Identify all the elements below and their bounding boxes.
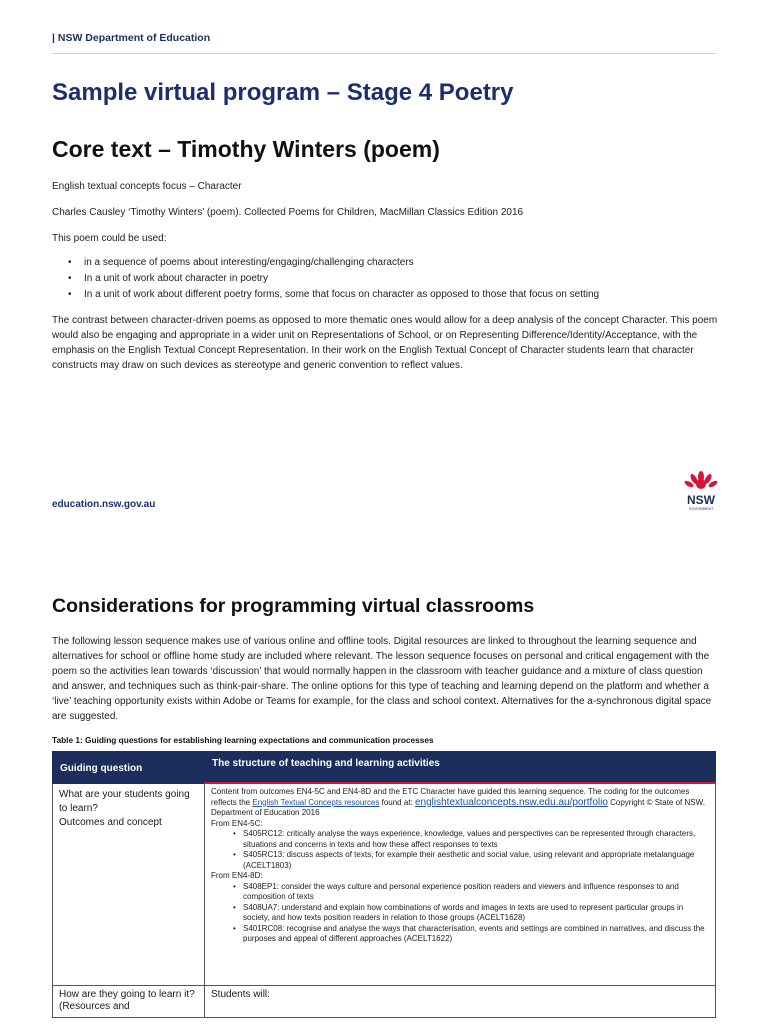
outcome-list-5c [211, 829, 709, 871]
document-title: Sample virtual program – Stage 4 Poetry [52, 79, 514, 106]
intro-text: Content from outcomes EN4-5C and EN4-8D and the ETC Character have guided this learning sequence. The coding for the outcomes reflects the [211, 787, 690, 807]
table-header-guiding-question: Guiding question [60, 763, 143, 774]
guiding-question-cell: How are they going to learn it? (Resources and [53, 986, 205, 1017]
list-item: • S408UA7: understand and explain how combinations of words and images in texts are used to represent particular groups in society, and how texts position readers in relation to those groups (ACELT1628) [235, 903, 709, 924]
guiding-question-cell [53, 784, 205, 985]
activities-cell [205, 784, 715, 985]
header-brand: | NSW Department of Education [52, 32, 211, 44]
question-text: What are your students going to learn? [59, 789, 190, 814]
page-separator [0, 540, 768, 548]
list-item: • In a unit of work about different poetry forms, some that focus on character as opposed to those that focus on setting [68, 287, 708, 303]
core-text-heading: Core text – Timothy Winters (poem) [52, 136, 440, 162]
list-item: • S405RC12: critically analyse the ways experience, knowledge, values and perspectives can be represented through characters, situations and concerns in texts and how these affect responses to texts [235, 829, 709, 850]
usage-intro-text: This poem could be used: [52, 233, 167, 244]
document-page-2 [0, 548, 768, 1024]
contrast-paragraph: The contrast between character-driven poems as opposed to more thematic ones would allow for a deep analysis of the concept Character. This poem would also be engaging and appropriate in a wider unit on Representations of School, or on Representing Difference/Identity/Acceptance, with the emphasis on the English Textual Concept Representation. In their work on the English Textual Concept of Character students learn that character constructs may draw on such devices as stereotype and generic convention to reflect values. [52, 315, 718, 371]
logo-subtext: GOVERNMENT [688, 507, 714, 511]
activities-cell: Students will: [211, 989, 270, 1000]
question-subtext: Outcomes and concept [59, 817, 162, 828]
list-item: • in a sequence of poems about interesting/engaging/challenging characters [68, 255, 708, 271]
list-item: • In a unit of work about character in poetry [68, 271, 708, 287]
header-divider [52, 53, 716, 54]
list-item: • S405RC13: discuss aspects of texts, for example their aesthetic and social value, using relevant and appropriate metalanguage (ACELT1803) [235, 850, 709, 871]
footer-website-link[interactable]: education.nsw.gov.au [52, 499, 156, 510]
citation-text: Charles Causley ‘Timothy Winters’ (poem). Collected Poems for Children, MacMillan Classics Edition 2016 [52, 207, 524, 218]
list-item: • S408EP1: consider the ways culture and personal experience position readers and viewers and influence responses to and composition of texts [235, 882, 709, 903]
table-header-structure: The structure of teaching and learning activities [212, 758, 440, 769]
table-row [52, 986, 716, 1018]
table-caption: Table 1: Guiding questions for establishing learning expectations and communication processes [52, 735, 434, 745]
copyright-text: Copyright © State of NSW, Department of Education 2016 [211, 797, 705, 817]
list-item: • S401RC08: recognise and analyse the ways that characterisation, events and settings are combined in narratives, and discuss the purposes and appeal of different approaches (ACELT1622) [235, 924, 709, 945]
outcome-label-8d: From EN4-8D: [211, 871, 263, 880]
outcome-label-5c: From EN4-5C: [211, 818, 263, 828]
outcomes-intro [211, 787, 709, 819]
portfolio-link[interactable]: englishtextualconcepts.nsw.edu.au/portfolio [414, 796, 608, 808]
table-row [52, 784, 716, 986]
waratah-icon [684, 471, 719, 489]
usage-bullet-list [68, 255, 708, 303]
logo-text: NSW [687, 493, 715, 507]
table-header-row [52, 751, 716, 784]
outcome-list-8d [211, 882, 709, 945]
intro-text: found at: [379, 797, 415, 807]
lesson-sequence-paragraph: The following lesson sequence makes use of various online and offline tools. Digital resources are linked to throughout the learning sequence and alternatives for school or offline home study are included where relevant. The lesson sequence focuses on personal and critical engagement with the poem so the activities lean towards ‘discussion’ that would normally happen in the classroom with teacher guidance and a mixture of class question and answer, and techniques such as think-pair-share. The online options for this type of teaching and learning depend on the platform and whether a ‘live’ teaching opportunity exists within Adobe or Teams for example, for the class and school context. Alternatives for the a-synchronous digital space are suggested. [52, 636, 712, 722]
nsw-waratah-logo [678, 466, 724, 512]
etc-resources-link[interactable]: English Textual Concepts resources [252, 797, 380, 807]
section-heading: Considerations for programming virtual classrooms [52, 595, 535, 617]
concept-focus-text: English textual concepts focus – Character [52, 181, 242, 192]
